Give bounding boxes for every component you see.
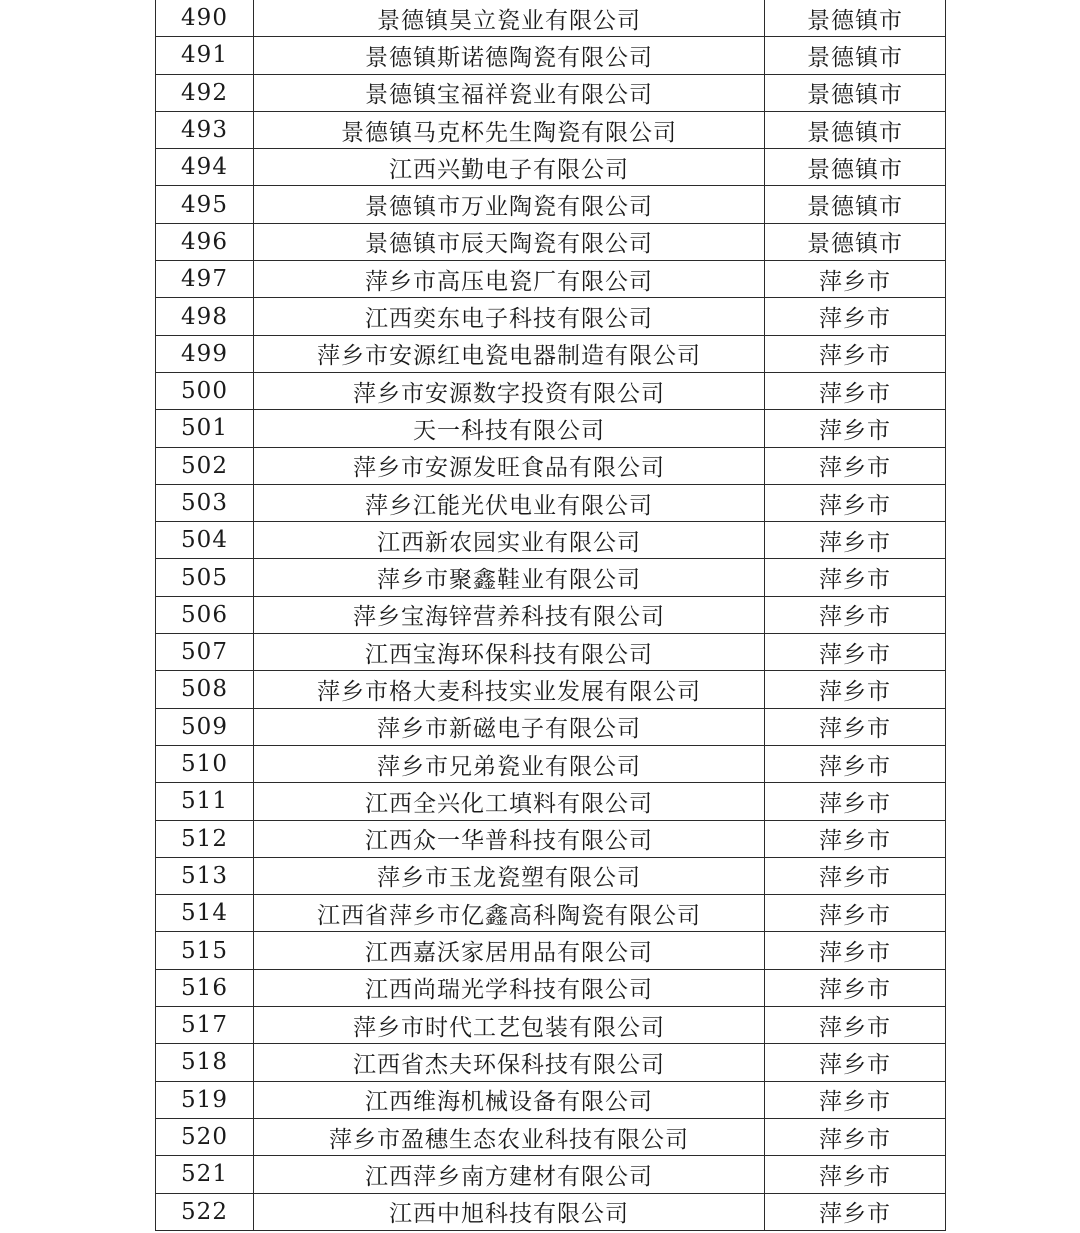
row-number-cell: 509 [156, 708, 254, 745]
city-cell: 萍乡市 [765, 1193, 946, 1230]
city-cell: 萍乡市 [765, 708, 946, 745]
table-row [156, 447, 946, 484]
city-cell: 萍乡市 [765, 596, 946, 633]
city-cell: 萍乡市 [765, 447, 946, 484]
row-number-cell: 506 [156, 596, 254, 633]
company-name-cell: 江西尚瑞光学科技有限公司 [254, 969, 765, 1006]
table-row [156, 671, 946, 708]
table-row [156, 1118, 946, 1155]
row-number-cell: 505 [156, 559, 254, 596]
city-cell: 萍乡市 [765, 895, 946, 932]
city-cell: 萍乡市 [765, 857, 946, 894]
row-number-cell: 504 [156, 522, 254, 559]
city-cell: 萍乡市 [765, 783, 946, 820]
company-name-cell: 萍乡市兄弟瓷业有限公司 [254, 745, 765, 782]
company-name-cell: 景德镇斯诺德陶瓷有限公司 [254, 37, 765, 74]
table-row [156, 335, 946, 372]
city-cell: 萍乡市 [765, 298, 946, 335]
row-number-cell: 511 [156, 783, 254, 820]
table-row [156, 186, 946, 223]
city-cell: 萍乡市 [765, 522, 946, 559]
table-row [156, 223, 946, 260]
row-number-cell: 515 [156, 932, 254, 969]
row-number-cell: 514 [156, 895, 254, 932]
table-row [156, 149, 946, 186]
table-row [156, 1081, 946, 1118]
table-row [156, 1193, 946, 1230]
row-number-cell: 517 [156, 1007, 254, 1044]
row-number-cell: 497 [156, 261, 254, 298]
table-row [156, 857, 946, 894]
city-cell: 景德镇市 [765, 111, 946, 148]
company-name-cell: 景德镇市辰天陶瓷有限公司 [254, 223, 765, 260]
company-name-cell: 江西维海机械设备有限公司 [254, 1081, 765, 1118]
table-row [156, 1156, 946, 1193]
city-cell: 萍乡市 [765, 335, 946, 372]
city-cell: 景德镇市 [765, 186, 946, 223]
row-number-cell: 494 [156, 149, 254, 186]
table-row [156, 410, 946, 447]
company-name-cell: 萍乡市安源发旺食品有限公司 [254, 447, 765, 484]
row-number-cell: 501 [156, 410, 254, 447]
city-cell: 萍乡市 [765, 559, 946, 596]
city-cell: 萍乡市 [765, 372, 946, 409]
row-number-cell: 513 [156, 857, 254, 894]
table-row [156, 895, 946, 932]
row-number-cell: 495 [156, 186, 254, 223]
company-name-cell: 景德镇市万业陶瓷有限公司 [254, 186, 765, 223]
company-list-table [155, 0, 946, 1231]
table-row [156, 74, 946, 111]
company-name-cell: 萍乡市高压电瓷厂有限公司 [254, 261, 765, 298]
city-cell: 萍乡市 [765, 820, 946, 857]
company-name-cell: 天一科技有限公司 [254, 410, 765, 447]
company-name-cell: 景德镇昊立瓷业有限公司 [254, 0, 765, 37]
row-number-cell: 492 [156, 74, 254, 111]
row-number-cell: 498 [156, 298, 254, 335]
city-cell: 萍乡市 [765, 671, 946, 708]
table-row [156, 708, 946, 745]
row-number-cell: 500 [156, 372, 254, 409]
company-name-cell: 萍乡市安源数字投资有限公司 [254, 372, 765, 409]
row-number-cell: 502 [156, 447, 254, 484]
company-name-cell: 萍乡市新磁电子有限公司 [254, 708, 765, 745]
company-name-cell: 萍乡市玉龙瓷塑有限公司 [254, 857, 765, 894]
company-name-cell: 景德镇马克杯先生陶瓷有限公司 [254, 111, 765, 148]
row-number-cell: 493 [156, 111, 254, 148]
table-row [156, 522, 946, 559]
company-name-cell: 萍乡市聚鑫鞋业有限公司 [254, 559, 765, 596]
company-name-cell: 江西中旭科技有限公司 [254, 1193, 765, 1230]
row-number-cell: 491 [156, 37, 254, 74]
table-row [156, 37, 946, 74]
city-cell: 景德镇市 [765, 0, 946, 37]
table-row [156, 969, 946, 1006]
row-number-cell: 518 [156, 1044, 254, 1081]
table-row [156, 634, 946, 671]
city-cell: 景德镇市 [765, 74, 946, 111]
city-cell: 萍乡市 [765, 1118, 946, 1155]
company-name-cell: 萍乡市安源红电瓷电器制造有限公司 [254, 335, 765, 372]
row-number-cell: 512 [156, 820, 254, 857]
company-name-cell: 江西省萍乡市亿鑫高科陶瓷有限公司 [254, 895, 765, 932]
city-cell: 景德镇市 [765, 223, 946, 260]
city-cell: 萍乡市 [765, 1081, 946, 1118]
city-cell: 萍乡市 [765, 1007, 946, 1044]
table-row [156, 261, 946, 298]
row-number-cell: 507 [156, 634, 254, 671]
table-row [156, 1044, 946, 1081]
company-name-cell: 江西萍乡南方建材有限公司 [254, 1156, 765, 1193]
row-number-cell: 499 [156, 335, 254, 372]
city-cell: 萍乡市 [765, 634, 946, 671]
company-name-cell: 江西兴勤电子有限公司 [254, 149, 765, 186]
company-name-cell: 景德镇宝福祥瓷业有限公司 [254, 74, 765, 111]
table-row [156, 111, 946, 148]
company-name-cell: 萍乡市格大麦科技实业发展有限公司 [254, 671, 765, 708]
company-name-cell: 江西宝海环保科技有限公司 [254, 634, 765, 671]
company-name-cell: 江西奕东电子科技有限公司 [254, 298, 765, 335]
table-row [156, 745, 946, 782]
row-number-cell: 503 [156, 484, 254, 521]
company-name-cell: 江西新农园实业有限公司 [254, 522, 765, 559]
table-body [156, 0, 946, 1230]
city-cell: 萍乡市 [765, 745, 946, 782]
city-cell: 萍乡市 [765, 969, 946, 1006]
table-row [156, 484, 946, 521]
company-name-cell: 萍乡市盈穗生态农业科技有限公司 [254, 1118, 765, 1155]
row-number-cell: 490 [156, 0, 254, 37]
company-name-cell: 萍乡市时代工艺包装有限公司 [254, 1007, 765, 1044]
table-row [156, 596, 946, 633]
row-number-cell: 516 [156, 969, 254, 1006]
table-row [156, 1007, 946, 1044]
city-cell: 景德镇市 [765, 149, 946, 186]
company-name-cell: 萍乡江能光伏电业有限公司 [254, 484, 765, 521]
city-cell: 萍乡市 [765, 484, 946, 521]
city-cell: 萍乡市 [765, 1156, 946, 1193]
company-name-cell: 江西省杰夫环保科技有限公司 [254, 1044, 765, 1081]
table-row [156, 932, 946, 969]
row-number-cell: 519 [156, 1081, 254, 1118]
table-row [156, 820, 946, 857]
table-row [156, 0, 946, 37]
table-row [156, 298, 946, 335]
row-number-cell: 520 [156, 1118, 254, 1155]
company-name-cell: 萍乡宝海锌营养科技有限公司 [254, 596, 765, 633]
city-cell: 萍乡市 [765, 1044, 946, 1081]
company-name-cell: 江西嘉沃家居用品有限公司 [254, 932, 765, 969]
company-name-cell: 江西众一华普科技有限公司 [254, 820, 765, 857]
city-cell: 萍乡市 [765, 932, 946, 969]
city-cell: 景德镇市 [765, 37, 946, 74]
row-number-cell: 521 [156, 1156, 254, 1193]
table-row [156, 372, 946, 409]
table-row [156, 559, 946, 596]
city-cell: 萍乡市 [765, 410, 946, 447]
row-number-cell: 510 [156, 745, 254, 782]
city-cell: 萍乡市 [765, 261, 946, 298]
row-number-cell: 522 [156, 1193, 254, 1230]
table-row [156, 783, 946, 820]
company-name-cell: 江西全兴化工填料有限公司 [254, 783, 765, 820]
row-number-cell: 508 [156, 671, 254, 708]
row-number-cell: 496 [156, 223, 254, 260]
